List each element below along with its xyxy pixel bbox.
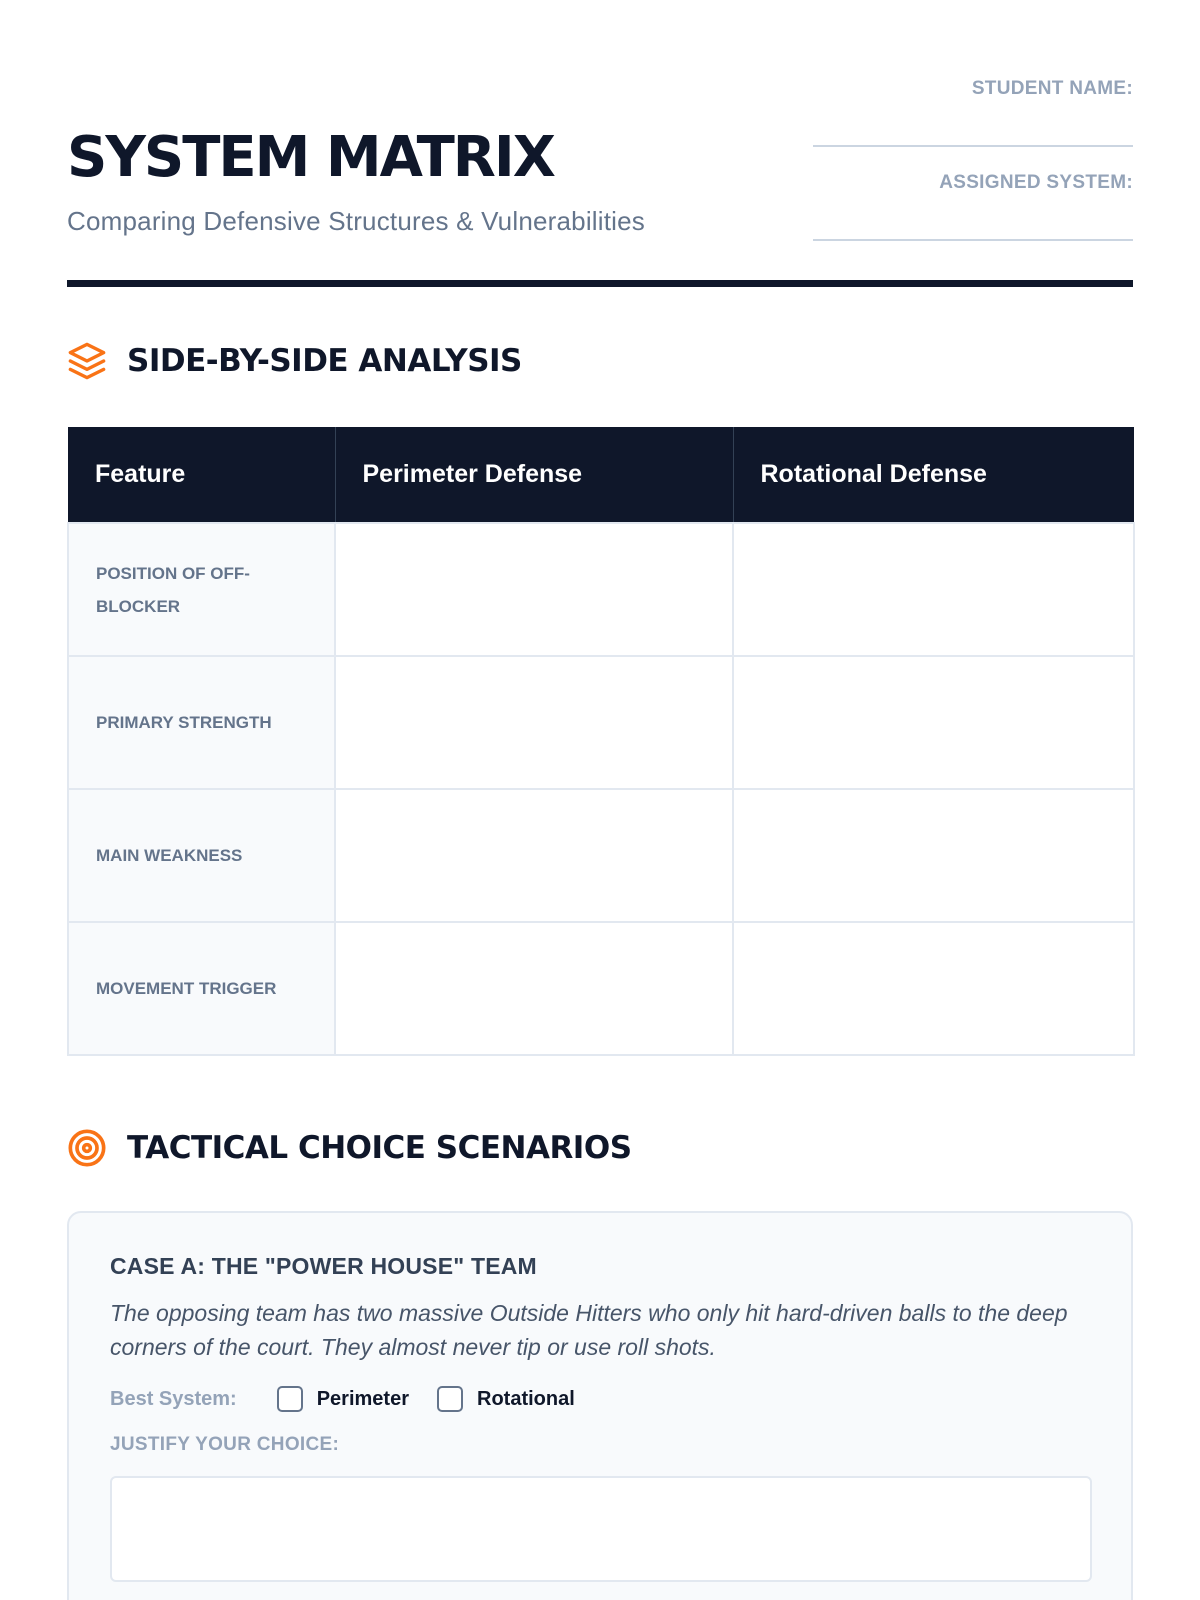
analysis-section-title: SIDE-BY-SIDE ANALYSIS bbox=[127, 343, 522, 379]
system-choice-row bbox=[110, 1382, 1090, 1416]
answer-cell-rotational[interactable] bbox=[733, 922, 1134, 1055]
table-row bbox=[68, 922, 1134, 1055]
student-name-field[interactable] bbox=[813, 145, 1133, 147]
answer-cell-rotational[interactable] bbox=[733, 523, 1134, 656]
layers-icon bbox=[67, 341, 107, 381]
table-row bbox=[68, 789, 1134, 922]
option-perimeter-label: Perimeter bbox=[316, 1387, 409, 1410]
answer-cell-rotational[interactable] bbox=[733, 656, 1134, 789]
answer-cell-perimeter[interactable] bbox=[335, 922, 733, 1055]
rotational-checkbox[interactable] bbox=[437, 1386, 463, 1412]
analysis-section-heading bbox=[67, 341, 522, 381]
row-label-movement-trigger: MOVEMENT TRIGGER bbox=[68, 922, 335, 1055]
header-divider bbox=[67, 280, 1133, 287]
table-row bbox=[68, 523, 1134, 656]
row-label-primary-strength: PRIMARY STRENGTH bbox=[68, 656, 335, 789]
answer-cell-perimeter[interactable] bbox=[335, 523, 733, 656]
scenario-card-a bbox=[67, 1211, 1133, 1600]
column-header-perimeter: Perimeter Defense bbox=[335, 427, 733, 523]
assigned-system-field[interactable] bbox=[813, 239, 1133, 241]
row-label-off-blocker: POSITION OF OFF-BLOCKER bbox=[68, 523, 335, 656]
case-title: CASE A: THE "POWER HOUSE" TEAM bbox=[110, 1253, 537, 1279]
option-perimeter[interactable] bbox=[277, 1386, 409, 1412]
row-label-main-weakness: MAIN WEAKNESS bbox=[68, 789, 335, 922]
answer-cell-perimeter[interactable] bbox=[335, 789, 733, 922]
answer-cell-perimeter[interactable] bbox=[335, 656, 733, 789]
table-row bbox=[68, 656, 1134, 789]
scenarios-section-title: TACTICAL CHOICE SCENARIOS bbox=[127, 1130, 632, 1166]
case-description: The opposing team has two massive Outside Hitters who only hit hard-driven balls to the deep corners of the court. They almost never tip or use roll shots. bbox=[110, 1300, 1068, 1360]
assigned-system-label: ASSIGNED SYSTEM: bbox=[939, 172, 1133, 193]
perimeter-checkbox[interactable] bbox=[277, 1386, 303, 1412]
best-system-label: Best System: bbox=[110, 1387, 237, 1410]
option-rotational[interactable] bbox=[437, 1386, 575, 1412]
column-header-feature: Feature bbox=[68, 427, 335, 523]
target-icon bbox=[67, 1128, 107, 1168]
scenarios-section-heading bbox=[67, 1128, 632, 1168]
answer-cell-rotational[interactable] bbox=[733, 789, 1134, 922]
justify-label: JUSTIFY YOUR CHOICE: bbox=[110, 1434, 340, 1455]
worksheet-header bbox=[67, 0, 1133, 287]
comparison-table bbox=[67, 427, 1135, 1056]
page-title: SYSTEM MATRIX bbox=[67, 125, 554, 190]
option-rotational-label: Rotational bbox=[477, 1387, 575, 1410]
table-header-row bbox=[68, 427, 1134, 523]
column-header-rotational: Rotational Defense bbox=[733, 427, 1134, 523]
justify-answer-box[interactable] bbox=[110, 1476, 1092, 1582]
student-name-label: STUDENT NAME: bbox=[971, 78, 1133, 99]
page-subtitle: Comparing Defensive Structures & Vulnerabilities bbox=[67, 206, 646, 236]
